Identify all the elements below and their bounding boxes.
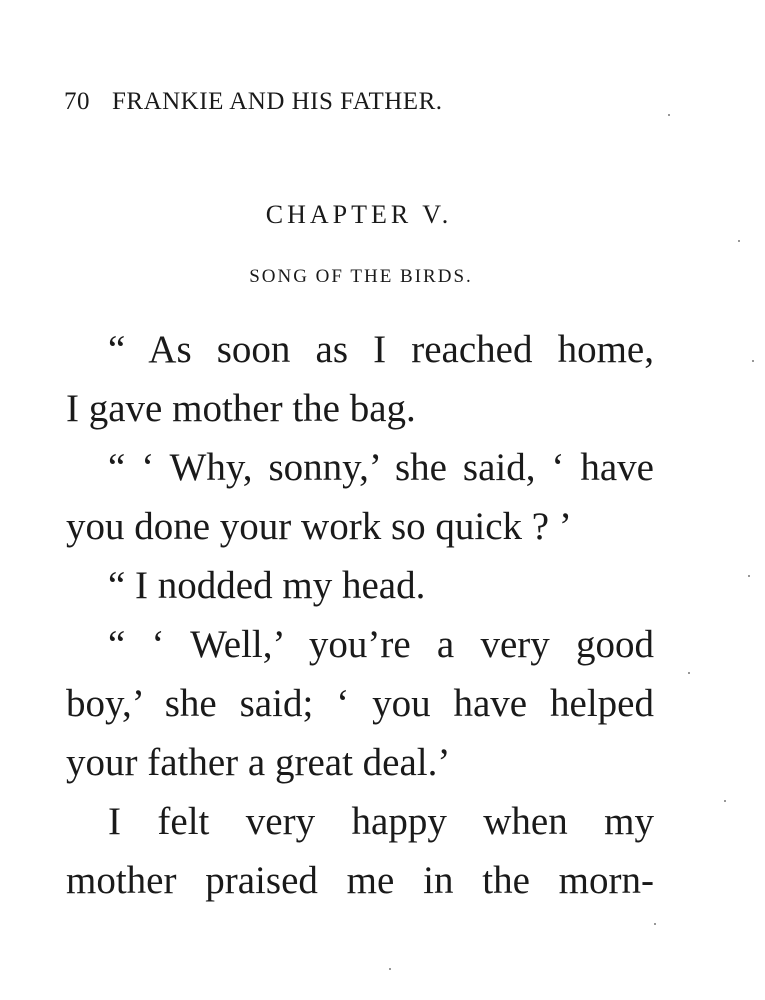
- body-text: [66, 320, 654, 910]
- paper-speck: [654, 923, 656, 925]
- text-line: boy,’ she said; ‘ you have helped: [66, 682, 654, 725]
- chapter-title: CHAPTER V.: [265, 200, 453, 229]
- chapter-subtitle: SONG OF THE BIRDS.: [249, 266, 473, 287]
- paper-speck: [748, 575, 750, 577]
- running-head-title: FRANKIE AND HIS FATHER.: [112, 88, 443, 115]
- paper-speck: [389, 968, 391, 970]
- text-line: “ As soon as I reached home,: [108, 328, 654, 371]
- text-line: mother praised me in the morn-: [66, 859, 654, 902]
- text-line: your father a great deal.’: [66, 741, 451, 784]
- paper-speck: [724, 800, 726, 802]
- text-line: “ I nodded my head.: [108, 564, 426, 607]
- text-line: “ ‘ Well,’ you’re a very good: [108, 623, 654, 666]
- paper-speck: [688, 672, 690, 674]
- paper-speck: [738, 240, 740, 242]
- text-line: “ ‘ Why, sonny,’ she said, ‘ have: [108, 446, 654, 489]
- running-head: [64, 88, 664, 116]
- page-number: 70: [64, 88, 90, 115]
- text-line: I felt very happy when my: [108, 800, 654, 843]
- text-line: I gave mother the bag.: [66, 387, 416, 430]
- paper-speck: [752, 360, 754, 362]
- text-line: you done your work so quick ? ’: [66, 505, 572, 548]
- paper-speck: [668, 114, 670, 116]
